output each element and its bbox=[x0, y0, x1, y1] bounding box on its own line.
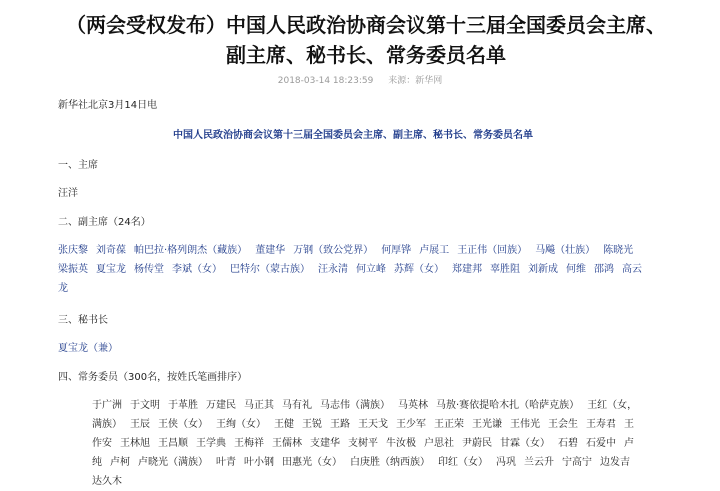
name-item: 王儒林 bbox=[272, 438, 302, 449]
name-item: 卢纯 bbox=[92, 438, 634, 468]
name-item: 王光谦 bbox=[472, 419, 502, 430]
name-item: 王锐 bbox=[302, 419, 322, 430]
name-item: 马正其 bbox=[244, 400, 274, 411]
section-chairman-heading: 一、主席 bbox=[58, 160, 98, 171]
name-item: 董建华 bbox=[255, 245, 286, 256]
name-item: 宁高宁 bbox=[562, 457, 592, 468]
name-item: 邵鸿 bbox=[594, 264, 614, 275]
name-item: 王伟光 bbox=[510, 419, 540, 430]
name-item: 尹蔚民 bbox=[462, 438, 492, 449]
name-item: 白庚胜（纳西族） bbox=[350, 457, 430, 468]
name-item: 叶小钢 bbox=[244, 457, 274, 468]
name-item: 马飚（壮族） bbox=[535, 245, 596, 256]
article-meta bbox=[0, 73, 720, 86]
name-item: 王梅祥 bbox=[234, 438, 264, 449]
name-item: 支建华 bbox=[310, 438, 340, 449]
name-item: 王侠（女） bbox=[158, 419, 208, 430]
chairman-name: 汪洋 bbox=[58, 188, 78, 199]
name-item: 王正荣 bbox=[434, 419, 464, 430]
name-item: 王辰 bbox=[130, 419, 150, 430]
name-item: 达久木 bbox=[92, 476, 122, 487]
name-item: 杨传堂 bbox=[134, 264, 164, 275]
name-item: 马英林 bbox=[398, 400, 428, 411]
name-item: 王绚（女） bbox=[216, 419, 266, 430]
article-title bbox=[36, 10, 696, 70]
name-item: 户思社 bbox=[424, 438, 454, 449]
name-item: 于革胜 bbox=[168, 400, 198, 411]
name-item: 田惠光（女） bbox=[282, 457, 342, 468]
name-item: 王少军 bbox=[396, 419, 426, 430]
name-item: 万钢（致公党界） bbox=[293, 245, 374, 256]
vice-chairmen-list bbox=[58, 241, 643, 298]
name-item: 王正伟（回族） bbox=[457, 245, 528, 256]
name-item: 卢展工 bbox=[419, 245, 450, 256]
name-item: 何立峰 bbox=[356, 264, 386, 275]
name-item: 李斌（女） bbox=[172, 264, 222, 275]
section-members-heading: 四、常务委员（300名，按姓氏笔画排序） bbox=[58, 372, 248, 383]
name-item: 王昌顺 bbox=[158, 438, 188, 449]
name-item: 帕巴拉·格列朗杰（藏族） bbox=[134, 245, 248, 256]
name-item: 刘奇葆 bbox=[96, 245, 126, 256]
name-item: 王路 bbox=[330, 419, 350, 430]
name-item: 王红（女，满族） bbox=[92, 400, 638, 430]
name-item: 何厚铧 bbox=[381, 245, 412, 256]
name-item: 巴特尔（蒙古族） bbox=[230, 264, 310, 275]
name-item: 汪永清 bbox=[318, 264, 348, 275]
name-item: 万建民 bbox=[206, 400, 236, 411]
name-item: 卢柯 bbox=[110, 457, 130, 468]
name-item: 兰云升 bbox=[524, 457, 554, 468]
standing-members-list bbox=[92, 396, 642, 491]
name-item: 叶青 bbox=[216, 457, 236, 468]
name-item: 王天戈 bbox=[358, 419, 388, 430]
name-item: 辜胜阻 bbox=[490, 264, 520, 275]
name-item: 高云龙 bbox=[58, 264, 642, 294]
name-item: 王会生 bbox=[548, 419, 578, 430]
secretary-general-name: 夏宝龙（兼） bbox=[58, 343, 118, 354]
name-item: 甘霖（女） bbox=[500, 438, 550, 449]
name-item: 郑建邦 bbox=[452, 264, 482, 275]
name-item: 印红（女） bbox=[438, 457, 488, 468]
name-item: 石爱中 bbox=[586, 438, 616, 449]
name-item: 王寿君 bbox=[586, 419, 616, 430]
name-item: 马有礼 bbox=[282, 400, 312, 411]
name-item: 王作安 bbox=[92, 419, 634, 449]
name-item: 马志伟（满族） bbox=[320, 400, 390, 411]
name-item: 刘新成 bbox=[528, 264, 558, 275]
name-item: 王林旭 bbox=[120, 438, 150, 449]
article-title-line2: 副主席、秘书长、常务委员名单 bbox=[226, 43, 506, 67]
name-item: 边发吉 bbox=[600, 457, 630, 468]
section-vice-chairmen-heading: 二、副主席（24名） bbox=[58, 217, 151, 228]
publish-date: 2018-03-14 18:23:59 bbox=[277, 76, 374, 86]
name-item: 何维 bbox=[566, 264, 586, 275]
article-title-line1: （两会受权发布）中国人民政治协商会议第十三届全国委员会主席、 bbox=[66, 13, 666, 37]
list-subtitle: 中国人民政治协商会议第十三届全国委员会主席、副主席、秘书长、常务委员名单 bbox=[173, 130, 533, 141]
name-item: 马敖·赛依提哈木扎（哈萨克族） bbox=[436, 400, 580, 411]
section-secretary-heading: 三、秘书长 bbox=[58, 315, 108, 326]
dateline: 新华社北京3月14日电 bbox=[58, 100, 158, 111]
name-item: 陈晓光 bbox=[603, 245, 634, 256]
name-item: 于广洲 bbox=[92, 400, 122, 411]
name-item: 牛汝极 bbox=[386, 438, 416, 449]
name-item: 张庆黎 bbox=[58, 245, 88, 256]
name-item: 于文明 bbox=[130, 400, 160, 411]
name-item: 王学典 bbox=[196, 438, 226, 449]
name-item: 支树平 bbox=[348, 438, 378, 449]
name-item: 冯巩 bbox=[496, 457, 516, 468]
name-item: 苏辉（女） bbox=[394, 264, 444, 275]
name-item: 石碧 bbox=[558, 438, 578, 449]
name-item: 王健 bbox=[274, 419, 294, 430]
name-item: 卢晓光（满族） bbox=[138, 457, 208, 468]
source-label: 来源：新华网 bbox=[388, 76, 443, 86]
name-item: 夏宝龙 bbox=[96, 264, 126, 275]
name-item: 梁振英 bbox=[58, 264, 88, 275]
